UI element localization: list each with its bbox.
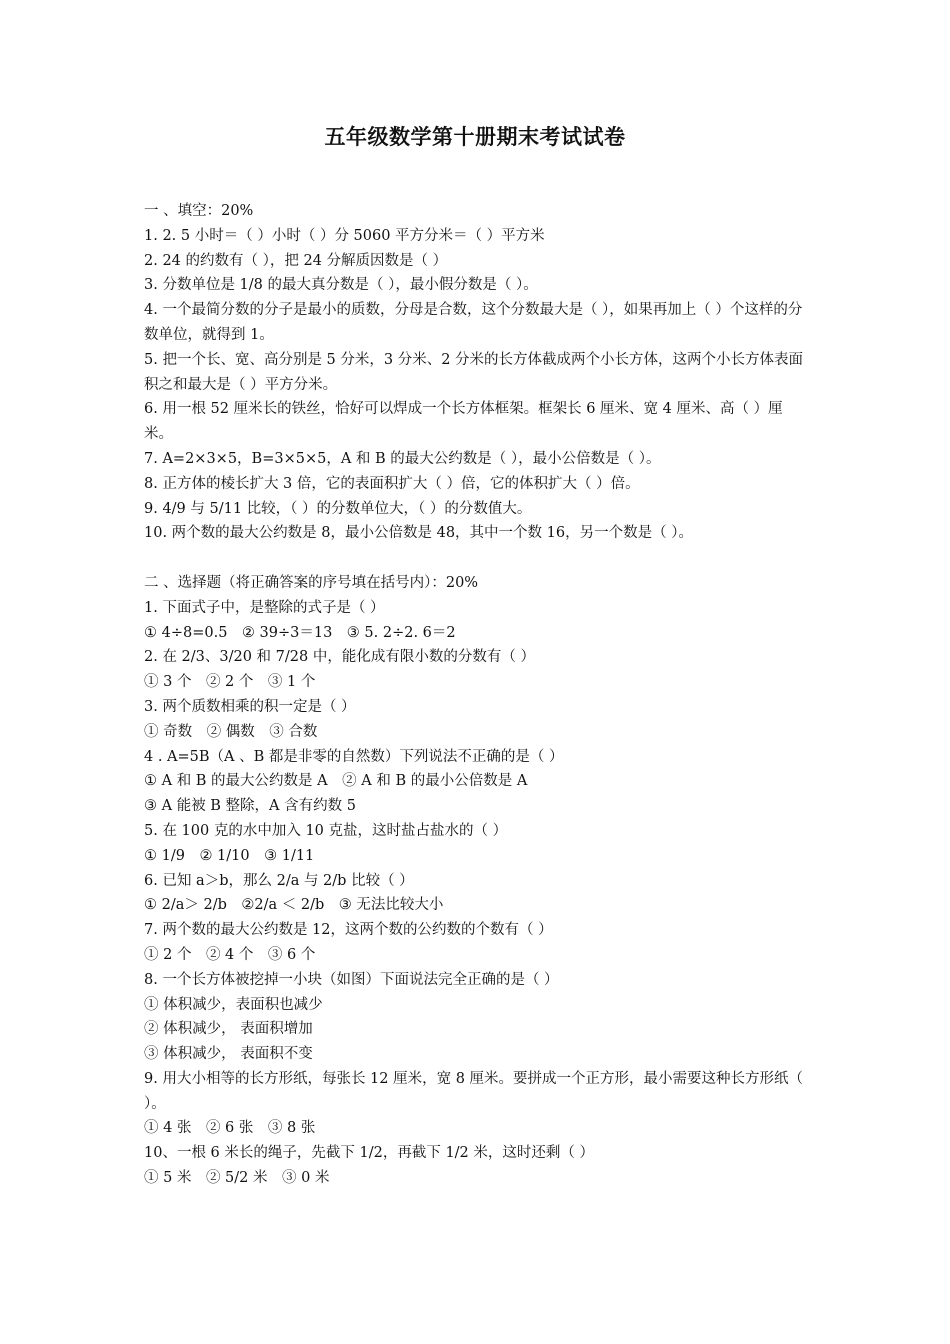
fill-blank-item-8: 8. 正方体的棱长扩大 3 倍，它的表面积扩大（ ）倍，它的体积扩大（ ）倍。	[144, 475, 640, 492]
choice-options-4a: ① A 和 B 的最大公约数是 A ② A 和 B 的最小公倍数是 A	[144, 773, 528, 790]
fill-blank-item-9: 9. 4/9 与 5/11 比较，（ ）的分数单位大，（ ）的分数值大。	[144, 500, 532, 517]
fill-blank-item-4: 4. 一个最简分数的分子是最小的质数，分母是合数，这个分数最大是（ ），如果再加上（ ）个这样的分数单位，就得到 1。	[144, 302, 803, 343]
fill-blank-item-2: 2. 24 的约数有（ ），把 24 分解质因数是（ ）	[144, 252, 448, 269]
choice-options-4b: ③ A 能被 B 整除，A 含有约数 5	[144, 798, 356, 815]
choice-question-9: 9. 用大小相等的长方形纸，每张长 12 厘米，宽 8 厘米。要拼成一个正方形，最小需要这种长方形纸（ ）。	[144, 1070, 808, 1112]
page-title: 五年级数学第十册期末考试试卷	[324, 124, 626, 149]
choice-question-2: 2. 在 2/3、3/20 和 7/28 中，能化成有限小数的分数有（ ）	[144, 649, 535, 666]
section-2-heading: 二 、选择题（将正确答案的序号填在括号内）：20%	[144, 574, 479, 591]
choice-option-8-2: ② 体积减少， 表面积增加	[144, 1021, 313, 1038]
fill-blank-item-10: 10. 两个数的最大公约数是 8，最小公倍数是 48，其中一个数 16，另一个数是（ ）。	[144, 525, 693, 542]
choice-question-6: 6. 已知 a＞b，那么 2/a 与 2/b 比较（ ）	[144, 872, 414, 889]
fill-blank-item-3: 3. 分数单位是 1/8 的最大真分数是（ ），最小假分数是（ ）。	[144, 277, 538, 294]
fill-blank-item-5: 5. 把一个长、宽、高分别是 5 分米，3 分米、2 分米的长方体截成两个小长方体，这两个小长方体表面积之和最大是（ ）平方分米。	[144, 351, 804, 393]
fill-blank-item-1: 1. 2. 5 小时＝（ ）小时（ ）分 5060 平方分米＝（ ）平方米	[144, 227, 545, 244]
choice-question-8: 8. 一个长方体被挖掉一小块（如图）下面说法完全正确的是（ ）	[144, 971, 559, 988]
choice-option-8-1: ① 体积减少，表面积也减少	[144, 996, 323, 1013]
choice-question-4: 4 . A=5B（A 、B 都是非零的自然数）下列说法不正确的是（ ）	[144, 748, 564, 765]
fill-blank-item-6: 6. 用一根 52 厘米长的铁丝，恰好可以焊成一个长方体框架。框架长 6 厘米、宽 4 厘米、高（ ）厘米。	[144, 401, 783, 443]
choice-question-3: 3. 两个质数相乘的积一定是（ ）	[144, 698, 356, 715]
choice-option-8-3: ③ 体积减少， 表面积不变	[144, 1046, 313, 1063]
choice-options-9: ① 4 张 ② 6 张 ③ 8 张	[144, 1120, 316, 1137]
choice-options-10: ① 5 米 ② 5/2 米 ③ 0 米	[144, 1170, 330, 1187]
choice-options-1: ① 4÷8=0.5 ② 39÷3＝13 ③ 5. 2÷2. 6＝2	[144, 624, 456, 641]
choice-options-5: ① 1/9 ② 1/10 ③ 1/11	[144, 847, 315, 864]
choice-question-7: 7. 两个数的最大公约数是 12，这两个数的公约数的个数有（ ）	[144, 922, 553, 939]
choice-question-1: 1. 下面式子中，是整除的式子是（ ）	[144, 599, 385, 616]
choice-options-2: ① 3 个 ② 2 个 ③ 1 个	[144, 674, 316, 691]
choice-question-5: 5. 在 100 克的水中加入 10 克盐，这时盐占盐水的（ ）	[144, 822, 508, 839]
choice-options-6: ① 2/a＞ 2/b ②2/a ＜ 2/b ③ 无法比较大小	[144, 897, 444, 914]
choice-options-3: ① 奇数 ② 偶数 ③ 合数	[144, 723, 318, 740]
fill-blank-item-7: 7. A=2×3×5，B=3×5×5，A 和 B 的最大公约数是（ ），最小公倍数是（ ）。	[144, 450, 661, 467]
section-1-heading: 一 、填空：20%	[144, 203, 254, 219]
section-spacer	[144, 546, 808, 571]
choice-options-7: ① 2 个 ② 4 个 ③ 6 个	[144, 946, 316, 963]
choice-question-10: 10、一根 6 米长的绳子，先截下 1/2，再截下 1/2 米，这时还剩（ ）	[144, 1145, 595, 1162]
exam-content	[144, 199, 808, 1191]
